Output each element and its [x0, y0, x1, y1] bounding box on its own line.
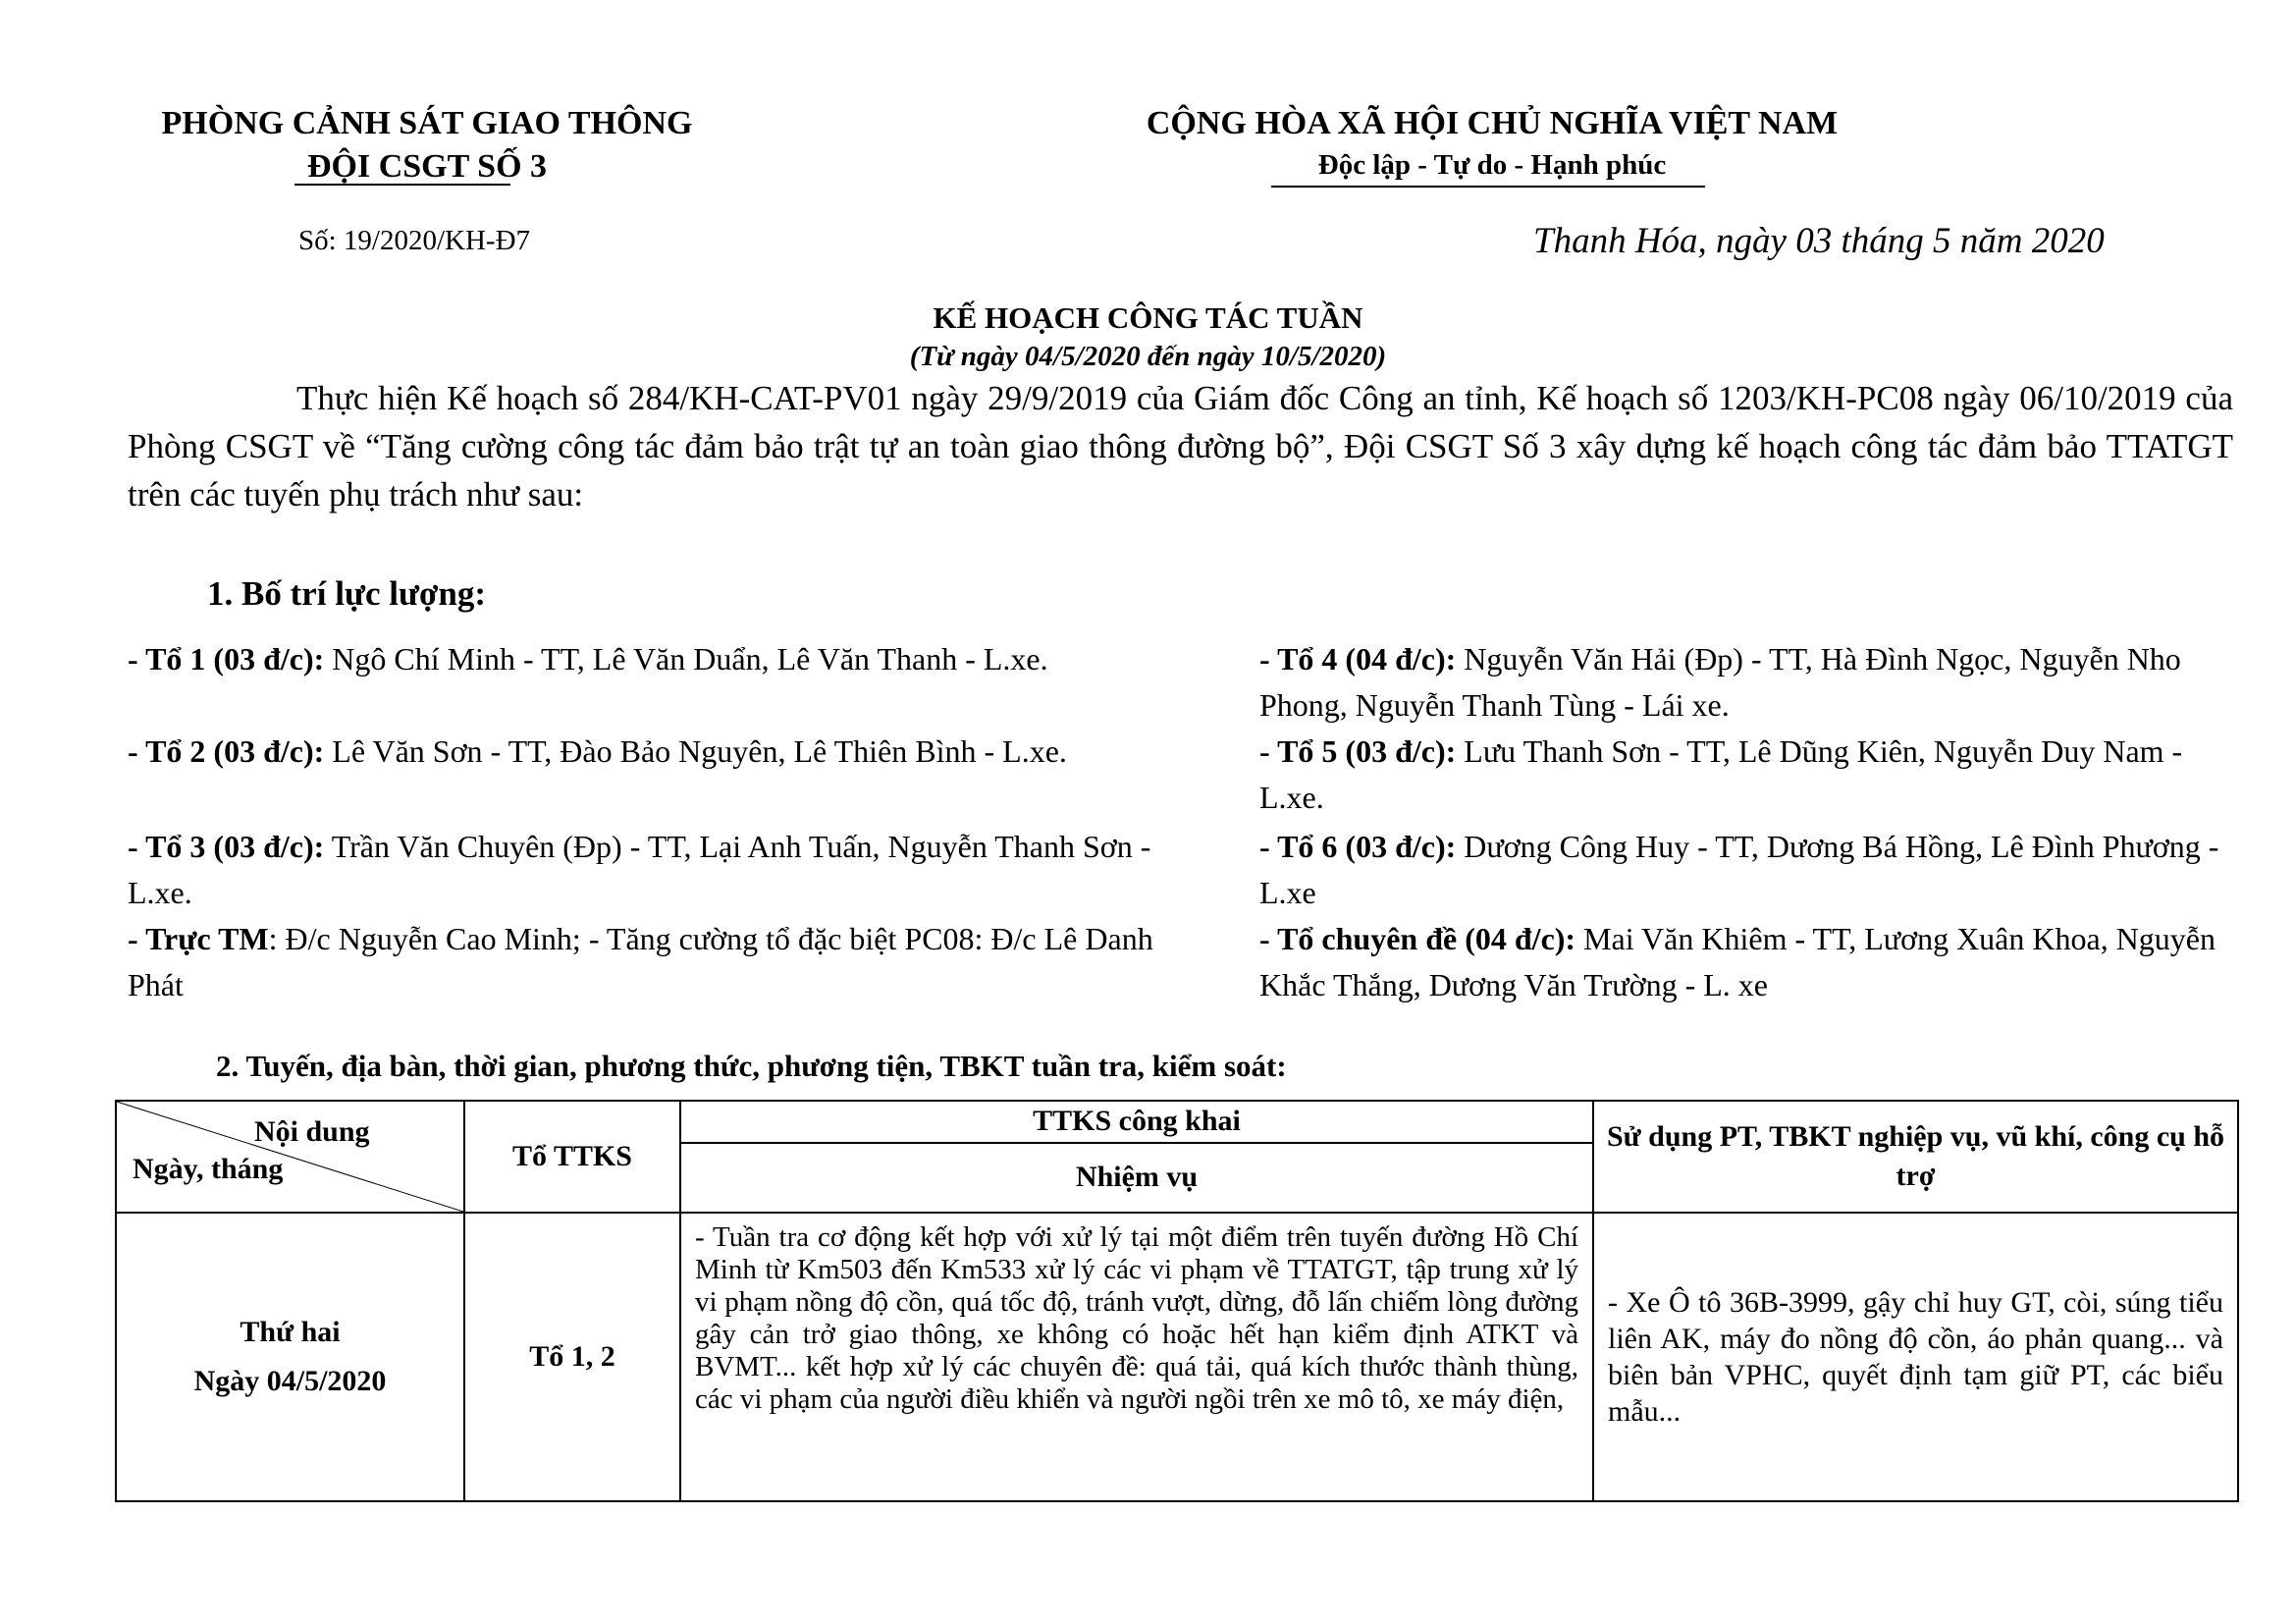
- team-members: Mai Văn Khiêm - TT, Lương Xuân Khoa, Nguyễn Khắc Thắng, Dương Văn Trường - L. xe: [1259, 921, 2216, 1002]
- document-title: [0, 298, 2296, 375]
- team-entry: [128, 636, 1188, 682]
- title-main: KẾ HOẠCH CÔNG TÁC TUẦN: [933, 300, 1363, 335]
- team-entry: [128, 729, 1188, 775]
- team-members: Dương Công Huy - TT, Dương Bá Hồng, Lê Đình Phương - L.xe: [1259, 829, 2219, 910]
- team-entry: [1259, 729, 2233, 821]
- team-label: - Trực TM: [128, 921, 269, 956]
- team-members: Lê Văn Sơn - TT, Đào Bảo Nguyên, Lê Thiên Bình - L.xe.: [324, 733, 1067, 769]
- table-header-row: [116, 1101, 2238, 1143]
- duty-entry: [128, 916, 1188, 1008]
- unit-name: ĐỘI CSGT SỐ 3: [306, 148, 548, 185]
- team-entry: [1259, 636, 2233, 729]
- header-equipment: Sử dụng PT, TBKT nghiệp vụ, vũ khí, công cụ hỗ trợ: [1593, 1101, 2238, 1213]
- team-members: Trần Văn Chuyên (Đp) - TT, Lại Anh Tuấn, Nguyễn Thanh Sơn - L.xe.: [128, 829, 1151, 910]
- team-label: - Tổ 2 (03 đ/c):: [128, 733, 325, 769]
- diagonal-header-cell: [116, 1101, 464, 1213]
- day-name: Thứ hai: [240, 1316, 341, 1348]
- section-1-heading: 1. Bố trí lực lượng:: [207, 574, 486, 613]
- team-cell: Tổ 1, 2: [464, 1213, 680, 1501]
- header-team: Tổ TTKS: [464, 1101, 680, 1213]
- title-period: (Từ ngày 04/5/2020 đến ngày 10/5/2020): [909, 341, 1387, 372]
- nation-name: CỘNG HÒA XÃ HỘI CHỦ NGHĨA VIỆT NAM: [1146, 105, 1839, 141]
- header-date-label: Ngày, tháng: [133, 1153, 284, 1185]
- day-date: Ngày 04/5/2020: [193, 1365, 387, 1397]
- header-content-label: Nội dung: [254, 1115, 370, 1148]
- agency-header: [98, 102, 756, 189]
- patrol-plan-table: [115, 1100, 2239, 1502]
- team-label: - Tổ chuyên đề (04 đ/c):: [1259, 921, 1576, 956]
- day-cell: [116, 1213, 464, 1501]
- nation-motto: Độc lập - Tự do - Hạnh phúc: [1317, 149, 1667, 181]
- team-entry: [1259, 916, 2233, 1008]
- header-task: Nhiệm vụ: [680, 1143, 1593, 1213]
- unit-underline: [294, 184, 510, 186]
- header-public-patrol: TTKS công khai: [680, 1101, 1593, 1143]
- team-members: Nguyễn Văn Hải (Đp) - TT, Hà Đình Ngọc, Nguyễn Nho Phong, Nguyễn Thanh Tùng - Lái xe.: [1259, 641, 2181, 723]
- equipment-cell: - Xe Ô tô 36B-3999, gậy chỉ huy GT, còi, súng tiểu liên AK, máy đo nồng độ cồn, áo phản quang... và biên bản VPHC, quyết định tạm giữ PT, các biểu mẫu...: [1593, 1213, 2238, 1501]
- team-entry: [1259, 824, 2233, 916]
- table-row: [116, 1213, 2238, 1501]
- motto-underline: [1271, 186, 1705, 188]
- team-members: : Đ/c Nguyễn Cao Minh; - Tăng cường tổ đặc biệt PC08: Đ/c Lê Danh Phát: [128, 921, 1153, 1002]
- team-members: Ngô Chí Minh - TT, Lê Văn Duẩn, Lê Văn Thanh - L.xe.: [324, 641, 1048, 677]
- section-2-heading: 2. Tuyến, địa bàn, thời gian, phương thức, phương tiện, TBKT tuần tra, kiểm soát:: [216, 1049, 1287, 1083]
- team-label: - Tổ 3 (03 đ/c):: [128, 829, 325, 864]
- intro-paragraph: Thực hiện Kế hoạch số 284/KH-CAT-PV01 ngày 29/9/2019 của Giám đốc Công an tỉnh, Kế hoạch số 1203/KH-PC08 ngày 06/10/2019 của Phòng CSGT về “Tăng cường công tác đảm bảo trật tự an toàn giao thông đường bộ”, Đội CSGT Số 3 xây dựng kế hoạch công tác đảm bảo TTATGT trên các tuyến phụ trách như sau:: [128, 379, 2233, 514]
- team-label: - Tổ 5 (03 đ/c):: [1259, 733, 1457, 769]
- document-number: Số: 19/2020/KH-Đ7: [298, 225, 531, 256]
- team-label: - Tổ 6 (03 đ/c):: [1259, 829, 1457, 864]
- place-and-date: Thanh Hóa, ngày 03 tháng 5 năm 2020: [1533, 221, 2105, 261]
- task-cell: - Tuần tra cơ động kết hợp với xử lý tại một điểm trên tuyến đường Hồ Chí Minh từ Km503 đến Km533 xử lý các vi phạm về TTATGT, tập trung xử lý vi phạm nồng độ cồn, quá tốc độ, tránh vượt, dừng, đỗ lấn chiếm lòng đường gây cản trở giao thông, xe không có hoặc hết hạn kiểm định ATKT và BVMT... kết hợp xử lý các chuyên đề: quá tải, quá kích thước thành thùng, các vi phạm của người điều khiển và người ngồi trên xe mô tô, xe máy điện,: [680, 1213, 1593, 1501]
- team-members: Lưu Thanh Sơn - TT, Lê Dũng Kiên, Nguyễn Duy Nam - L.xe.: [1259, 733, 2183, 815]
- team-label: - Tổ 1 (03 đ/c):: [128, 641, 325, 677]
- nation-header: [1060, 102, 1924, 185]
- agency-name: PHÒNG CẢNH SÁT GIAO THÔNG: [161, 105, 693, 141]
- team-entry: [128, 824, 1188, 916]
- team-label: - Tổ 4 (04 đ/c):: [1259, 641, 1457, 677]
